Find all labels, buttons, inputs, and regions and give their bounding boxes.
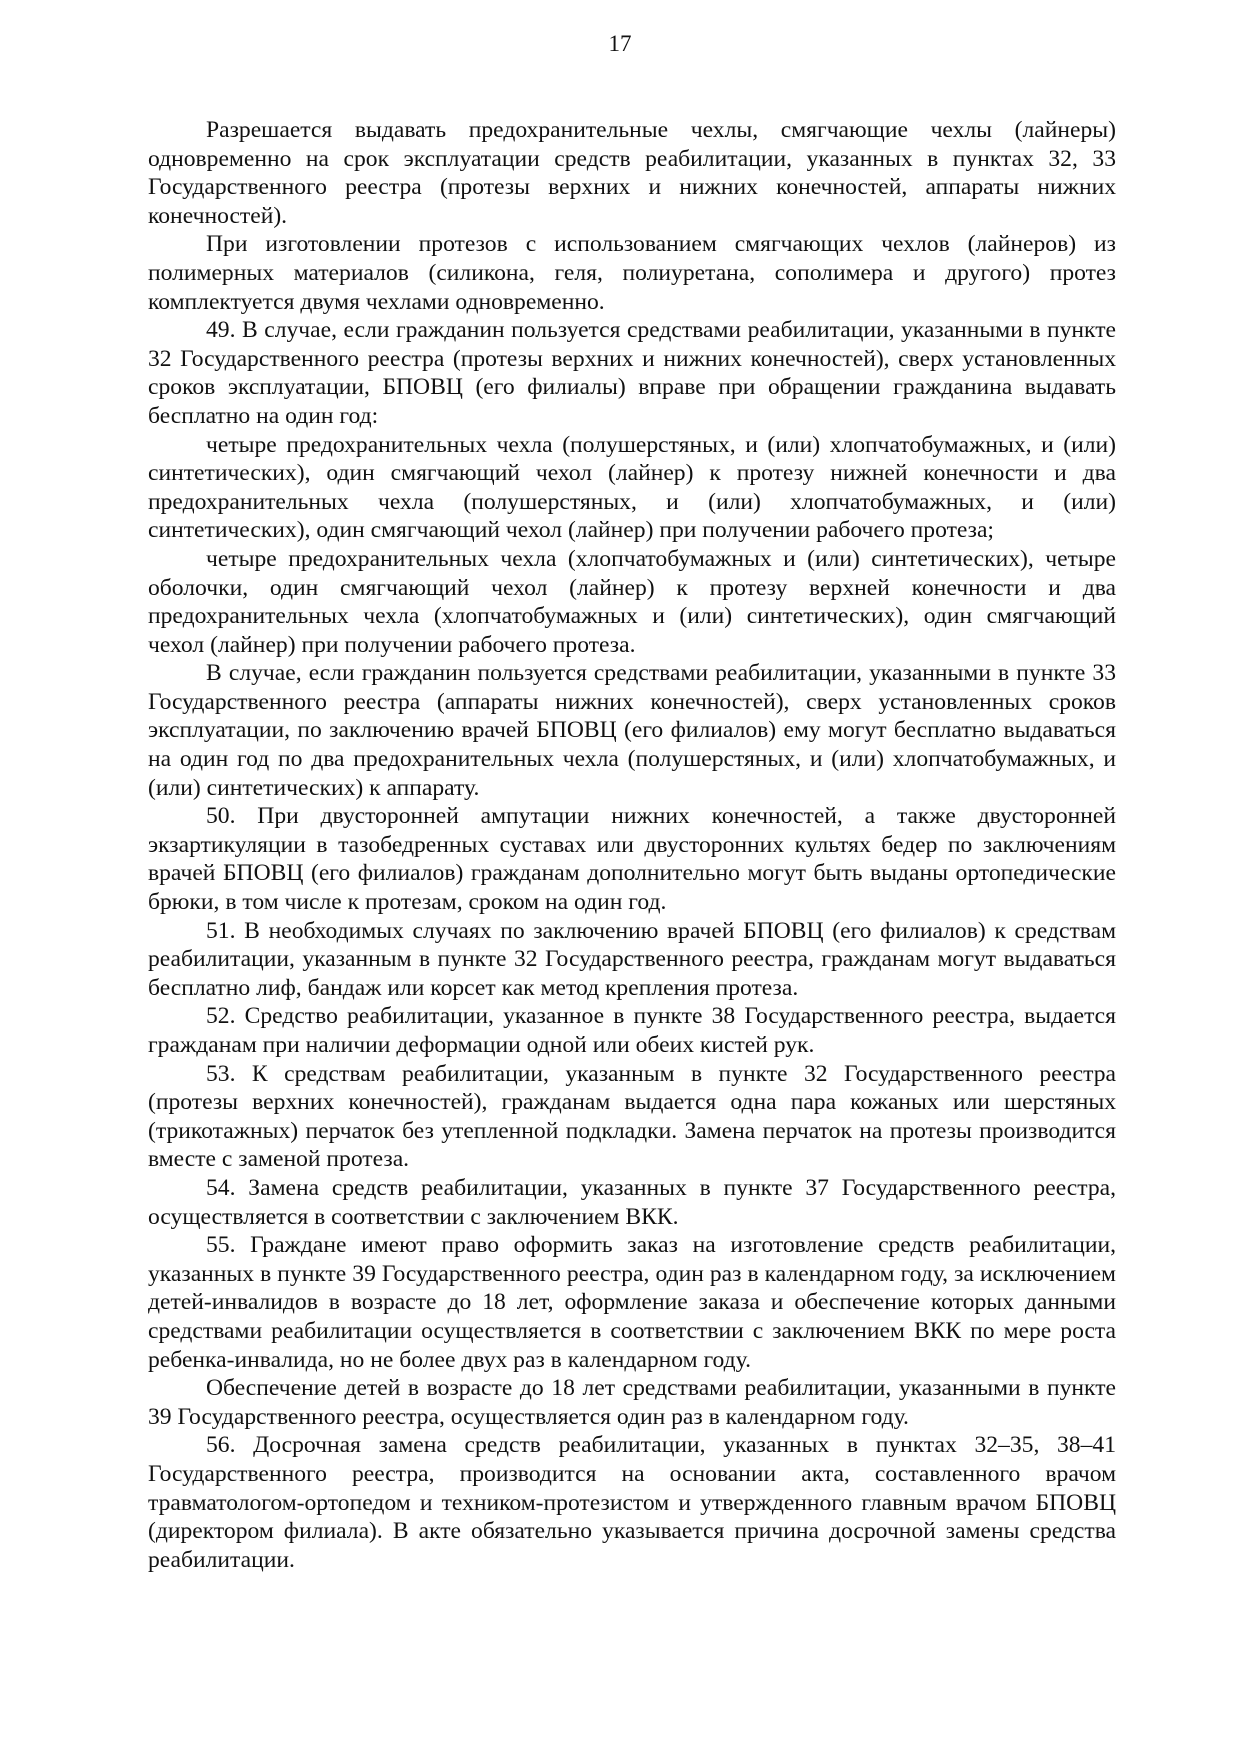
paragraph-liners-permission: Разрешается выдавать предохранительные чехлы, смягчающие чехлы (лайнеры) одновременно на срок эксплуатации средств реабилитации, указанных в пунктах 32, 33 Государственного реестра (протезы верхних и нижних конечностей, аппараты нижних конечностей).	[148, 117, 1116, 229]
paragraph-clause-52: 52. Средство реабилитации, указанное в пункте 38 Государственного реестра, выдается гражданам при наличии деформации одной или обеих кистей рук.	[148, 1003, 1116, 1058]
page-number: 17	[608, 31, 632, 56]
paragraph-clause-49-lower-limb: четыре предохранительных чехла (полушерстяных, и (или) хлопчатобумажных, и (или) синтетических), один смягчающий чехол (лайнер) к протезу нижней конечности и два предохранительных чехла (полушерстяных, и (или) хлопчатобумажных, и (или) синтетических), один смягчающий чехол (лайнер) при получении рабочего протеза;	[148, 431, 1116, 544]
paragraph-clause-54: 54. Замена средств реабилитации, указанных в пункте 37 Государственного реестра, осуществляется в соответствии с заключением ВКК.	[148, 1174, 1116, 1230]
paragraph-clause-55-children: Обеспечение детей в возрасте до 18 лет средствами реабилитации, указанными в пункте 39 Государственного реестра, осуществляется один раз в календарном году.	[148, 1375, 1116, 1430]
paragraph-clause-56: 56. Досрочная замена средств реабилитации, указанных в пунктах 32–35, 38–41 Государственного реестра, производится на основании акта, составленного врачом травматологом-ортопедом и техником-протезистом и утвержденного главным врачом БПОВЦ (директором филиала). В акте обязательно указывается причина досрочной замены средства реабилитации.	[148, 1432, 1116, 1573]
document-body	[148, 116, 1116, 1574]
paragraph-clause-49-apparatus: В случае, если гражданин пользуется средствами реабилитации, указанными в пункте 33 Государственного реестра (аппараты нижних конечностей), сверх установленных сроков эксплуатации, по заключению врачей БПОВЦ (его филиалов) ему могут бесплатно выдаваться на один год по два предохранительных чехла (полушерстяных, и (или) хлопчатобумажных, и (или) синтетических) к аппарату.	[148, 660, 1116, 801]
paragraph-clause-53: 53. К средствам реабилитации, указанным в пункте 32 Государственного реестра (протезы верхних конечностей), гражданам выдается одна пара кожаных или шерстяных (трикотажных) перчаток без утепленной подкладки. Замена перчаток на протезы производится вместе с заменой протеза.	[148, 1060, 1116, 1173]
paragraph-clause-49: 49. В случае, если гражданин пользуется средствами реабилитации, указанными в пункте 32 Государственного реестра (протезы верхних и нижних конечностей), сверх установленных сроков эксплуатации, БПОВЦ (его филиалы) вправе при обращении гражданина выдавать бесплатно на один год:	[148, 317, 1116, 429]
paragraph-polymer-liners: При изготовлении протезов с использованием смягчающих чехлов (лайнеров) из полимерных материалов (силикона, геля, полиуретана, сополимера и другого) протез комплектуется двумя чехлами одновременно.	[148, 231, 1116, 315]
paragraph-clause-50: 50. При двусторонней ампутации нижних конечностей, а также двусторонней экзартикуляции в тазобедренных суставах или двусторонних культях бедер по заключениям врачей БПОВЦ (его филиалов) гражданам дополнительно могут быть выданы ортопедические брюки, в том числе к протезам, сроком на один год.	[148, 803, 1116, 916]
paragraph-clause-55: 55. Граждане имеют право оформить заказ на изготовление средств реабилитации, указанных в пункте 39 Государственного реестра, один раз в календарном году, за исключением детей-инвалидов в возрасте до 18 лет, оформление заказа и обеспечение которых данными средствами реабилитации осуществляется в соответствии с заключением ВКК по мере роста ребенка-инвалида, но не более двух раз в календарном году.	[148, 1232, 1116, 1373]
paragraph-clause-51: 51. В необходимых случаях по заключению врачей БПОВЦ (его филиалов) к средствам реабилитации, указанным в пункте 32 Государственного реестра, гражданам могут выдаваться бесплатно лиф, бандаж или корсет как метод крепления протеза.	[148, 917, 1116, 1001]
paragraph-clause-49-upper-limb: четыре предохранительных чехла (хлопчатобумажных и (или) синтетических), четыре оболочки, один смягчающий чехол (лайнер) к протезу верхней конечности и два предохранительных чехла (хлопчатобумажных и (или) синтетических), один смягчающий чехол (лайнер) при получении рабочего протеза.	[148, 545, 1116, 658]
